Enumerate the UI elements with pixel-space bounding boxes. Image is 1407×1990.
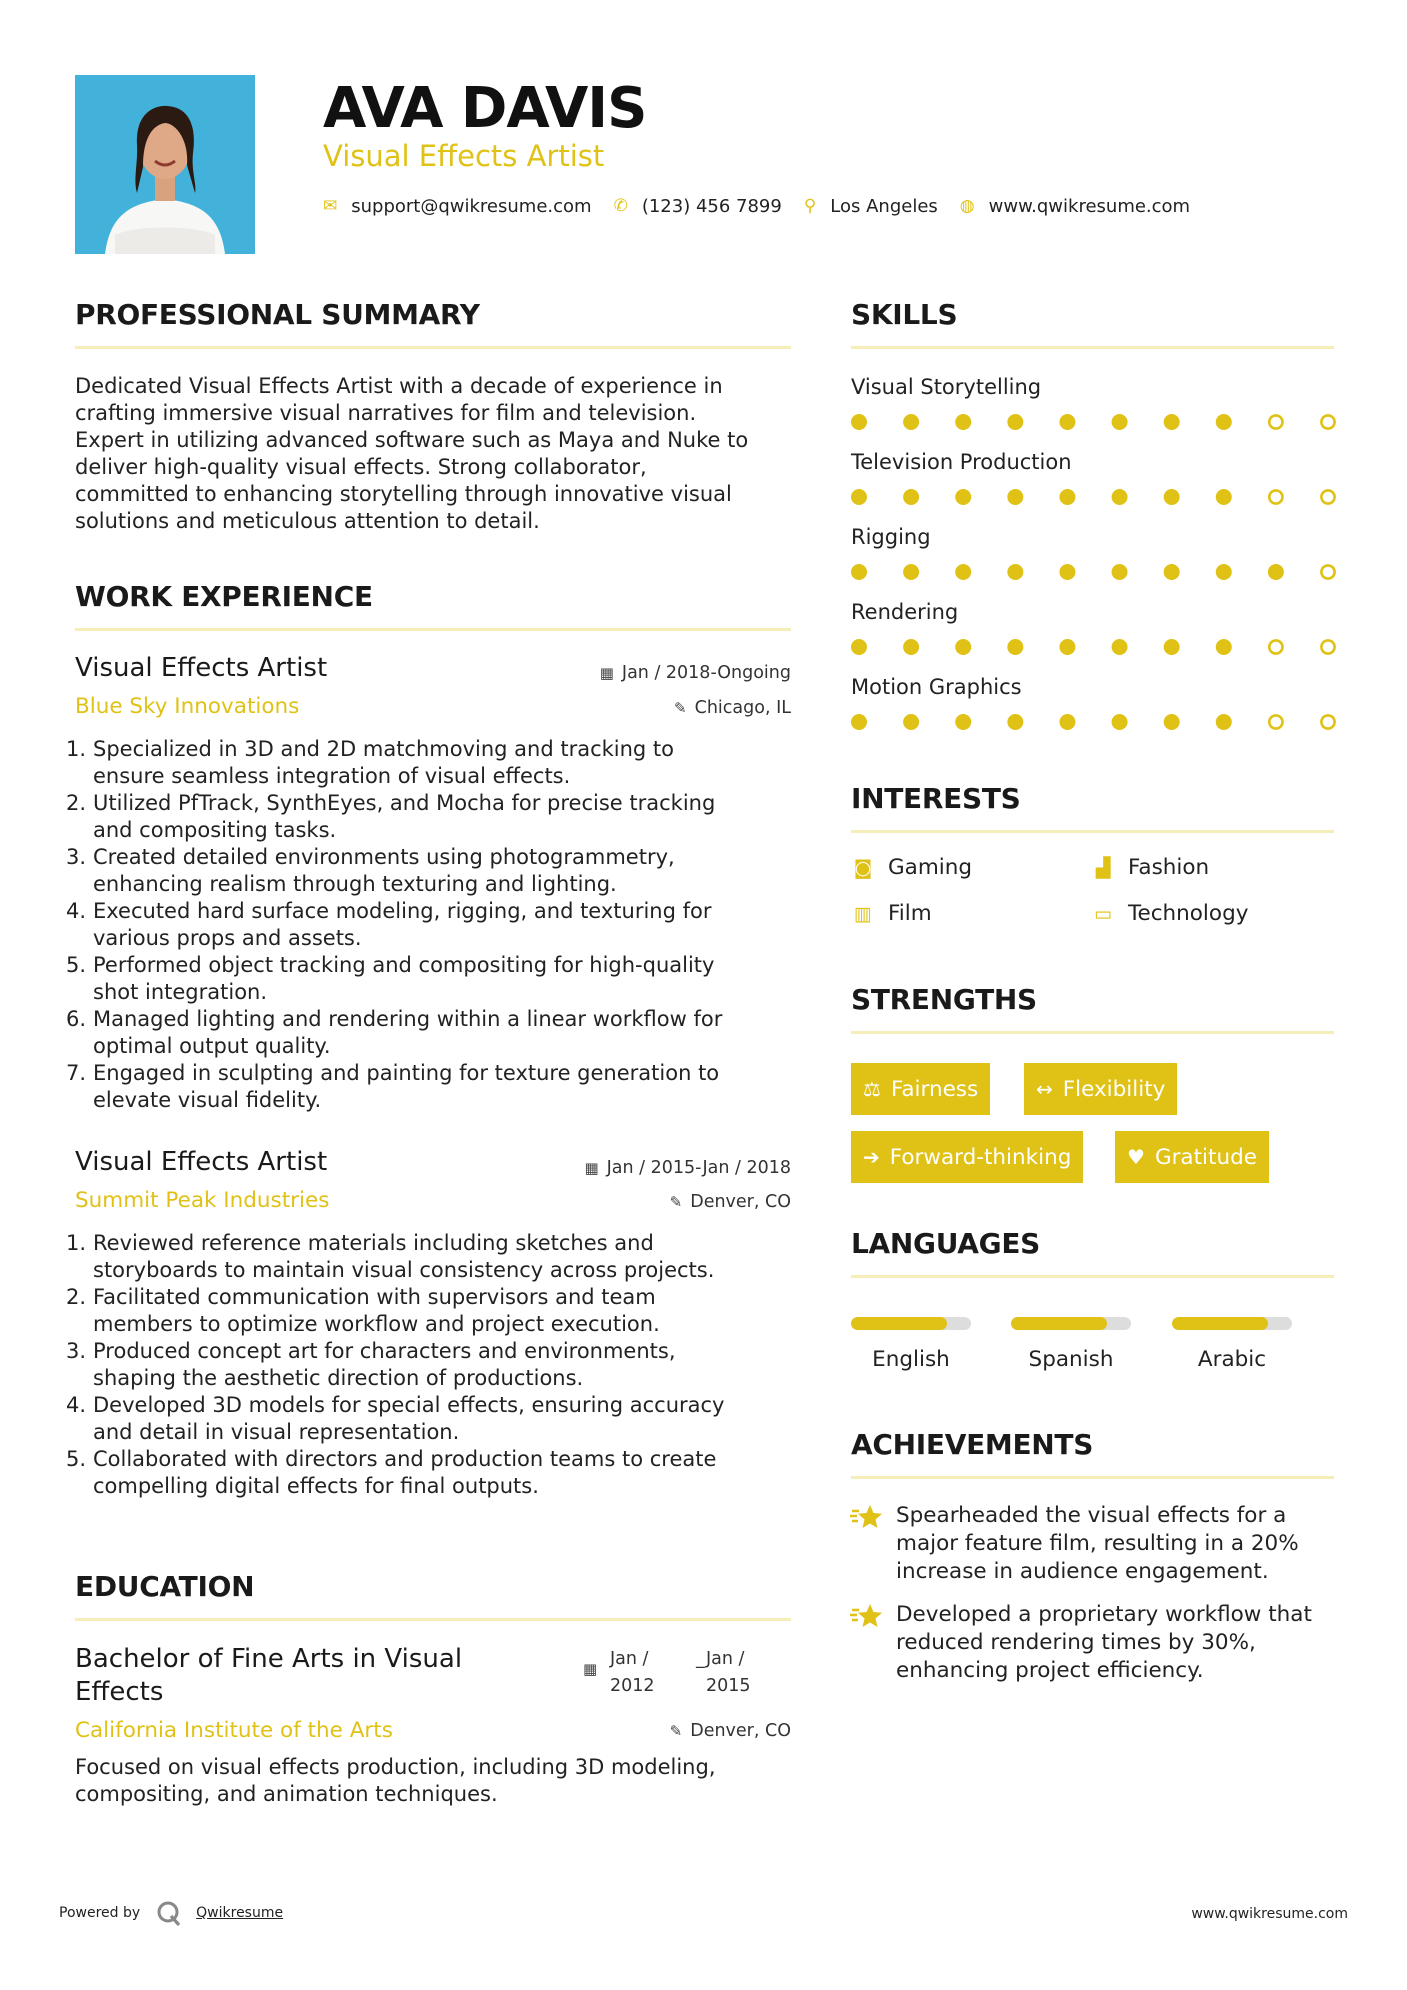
language-bar <box>1011 1317 1131 1330</box>
strengths-divider <box>851 1031 1334 1034</box>
skill-rating <box>849 711 1338 733</box>
skill-name: Rendering <box>851 600 959 624</box>
bullet-line: shot integration. <box>93 980 268 1004</box>
job-location <box>674 698 791 718</box>
skill-dot-empty <box>1321 415 1334 428</box>
edu-start-date <box>610 1646 655 1700</box>
interest-item <box>1091 855 1209 880</box>
languages-heading: LANGUAGES <box>851 1227 1041 1260</box>
strength-chip <box>851 1063 990 1115</box>
bullet-line: ensure seamless integration of visual effects. <box>93 764 571 788</box>
interests-divider <box>851 830 1334 833</box>
balance-scale-icon: ⚖ <box>863 1077 881 1101</box>
degree-title <box>75 1643 462 1709</box>
bullet-line: shaping the aesthetic direction of productions. <box>93 1366 584 1390</box>
skill-dot-filled <box>1164 714 1180 730</box>
skill-dot-filled <box>851 414 867 430</box>
list-item <box>75 790 795 844</box>
skill-dot-filled <box>903 639 919 655</box>
strength-chip <box>1024 1063 1177 1115</box>
skill-dot-filled <box>1164 564 1180 580</box>
skill-dot-filled <box>955 714 971 730</box>
skill-dot-filled <box>1007 414 1023 430</box>
bullet-line: compelling digital effects for final outputs. <box>93 1474 539 1498</box>
language-name: English <box>872 1347 950 1372</box>
contact-phone[interactable]: (123) 456 7899 <box>641 195 782 217</box>
summary-line: Expert in utilizing advanced software such as Maya and Nuke to <box>75 428 749 452</box>
achievement-line: major feature film, resulting in a 20% <box>896 1531 1299 1556</box>
bullet-line: Engaged in sculpting and painting for texture generation to <box>93 1061 720 1085</box>
skill-dot-filled <box>1216 564 1232 580</box>
school-name: California Institute of the Arts <box>75 1718 393 1743</box>
list-item <box>75 1060 795 1114</box>
job-dates-text: Jan / 2018-Ongoing <box>621 663 791 683</box>
skill-dot-empty <box>1269 640 1282 653</box>
bullet-line: Produced concept art for characters and environments, <box>93 1339 676 1363</box>
achievement-line: Developed a proprietary workflow that <box>896 1602 1312 1627</box>
bullet-line: and detail in visual representation. <box>93 1420 460 1444</box>
globe-icon: ◍ <box>959 196 975 216</box>
skill-dot-filled <box>851 714 867 730</box>
edu-date-separator: _ <box>696 1649 705 1669</box>
skill-dot-filled <box>955 414 971 430</box>
bullet-line: Performed object tracking and compositing for high-quality <box>93 953 715 977</box>
map-pin-icon: ⚲ <box>803 196 817 216</box>
job-bullets <box>75 1230 795 1500</box>
bullet-line: elevate visual fidelity. <box>93 1088 322 1112</box>
skill-dot-filled <box>955 489 971 505</box>
skill-dot-filled <box>955 639 971 655</box>
skill-dot-filled <box>1007 564 1023 580</box>
skill-dot-empty <box>1321 715 1334 728</box>
interest-item <box>851 901 932 926</box>
skill-dot-filled <box>955 564 971 580</box>
edu-start-month: Jan / <box>610 1649 649 1669</box>
achievements-divider <box>851 1476 1334 1479</box>
skill-dot-filled <box>903 714 919 730</box>
skill-dot-empty <box>1269 490 1282 503</box>
language-bar <box>851 1317 971 1330</box>
language-bar <box>1172 1317 1292 1330</box>
bullet-line: Created detailed environments using photogrammetry, <box>93 845 675 869</box>
skill-dot-filled <box>1164 489 1180 505</box>
candidate-role: Visual Effects Artist <box>323 139 605 173</box>
list-item <box>75 1006 795 1060</box>
footer-powered-by <box>59 1900 283 1926</box>
strength-chip <box>851 1131 1083 1183</box>
arrow-right-icon: ➔ <box>863 1145 880 1169</box>
job-title: Visual Effects Artist <box>75 653 328 683</box>
skill-dot-filled <box>1007 639 1023 655</box>
language-name: Spanish <box>1028 1347 1114 1372</box>
pushpin-icon: ✎ <box>669 1193 683 1211</box>
interest-label: Fashion <box>1128 855 1210 880</box>
bullet-line: Developed 3D models for special effects, ensuring accuracy <box>93 1393 725 1417</box>
job-location-text: Denver, CO <box>690 1192 791 1212</box>
skill-dot-filled <box>903 414 919 430</box>
envelope-icon: ✉ <box>323 196 338 216</box>
achievement-line: Spearheaded the visual effects for a <box>896 1503 1287 1528</box>
skill-dot-filled <box>1216 714 1232 730</box>
bullet-line: enhancing realism through texturing and lighting. <box>93 872 617 896</box>
skill-dot-filled <box>1059 639 1075 655</box>
interests-heading: INTERESTS <box>851 782 1021 815</box>
language-name: Arabic <box>1197 1347 1267 1372</box>
skill-dot-filled <box>903 489 919 505</box>
bullet-line: various props and assets. <box>93 926 362 950</box>
pushpin-icon: ✎ <box>669 1722 683 1740</box>
job-dates <box>584 1158 791 1178</box>
list-item <box>75 898 795 952</box>
degree-line: Bachelor of Fine Arts in Visual <box>75 1644 463 1674</box>
strengths-heading: STRENGTHS <box>851 983 1037 1016</box>
summary-text <box>75 373 791 535</box>
skill-dot-filled <box>903 564 919 580</box>
edu-start-year: 2012 <box>610 1676 655 1696</box>
job-company: Blue Sky Innovations <box>75 694 300 719</box>
list-item <box>75 844 795 898</box>
gamepad-icon: ◙ <box>853 856 873 879</box>
bullet-line: Utilized PfTrack, SynthEyes, and Mocha for precise tracking <box>93 791 716 815</box>
phone-icon: ✆ <box>613 196 628 216</box>
edu-line: compositing, and animation techniques. <box>75 1782 498 1806</box>
job-location <box>670 1192 791 1212</box>
pushpin-icon: ✎ <box>674 699 687 717</box>
skill-dot-filled <box>1007 489 1023 505</box>
bullet-line: Specialized in 3D and 2D matchmoving and tracking to <box>93 737 675 761</box>
skill-dot-filled <box>1112 414 1128 430</box>
edu-description <box>75 1754 791 1808</box>
interest-item <box>851 855 972 880</box>
skill-name: Television Production <box>851 450 1072 474</box>
summary-line: committed to enhancing storytelling through innovative visual <box>75 482 732 506</box>
achievement-line: reduced rendering times by 30%, <box>896 1630 1256 1655</box>
list-item <box>75 1230 795 1284</box>
bullet-line: and compositing tasks. <box>93 818 337 842</box>
strength-label: Flexibility <box>1062 1076 1166 1102</box>
bullet-line: Managed lighting and rendering within a linear workflow for <box>93 1007 723 1031</box>
skill-dot-filled <box>1164 639 1180 655</box>
skill-name: Rigging <box>851 525 931 549</box>
job-bullets <box>75 736 795 1114</box>
star-trophy-icon <box>850 1602 884 1632</box>
skill-dot-filled <box>1007 714 1023 730</box>
calendar-icon: ▦ <box>584 1159 599 1177</box>
powered-by-text: Powered by <box>59 1905 141 1921</box>
edu-location <box>670 1721 791 1741</box>
skill-name: Motion Graphics <box>851 675 1022 699</box>
skill-dot-filled <box>1216 639 1232 655</box>
bullet-line: Executed hard surface modeling, rigging, and texturing for <box>93 899 712 923</box>
skill-dot-filled <box>1112 564 1128 580</box>
calendar-icon: ▦ <box>583 1660 598 1678</box>
degree-line: Effects <box>75 1677 164 1707</box>
skills-divider <box>851 346 1334 349</box>
education-divider <box>75 1618 791 1621</box>
achievement-item <box>896 1502 1336 1586</box>
skill-rating <box>849 411 1338 433</box>
skill-rating <box>849 561 1338 583</box>
job-dates-text: Jan / 2015-Jan / 2018 <box>606 1158 791 1178</box>
interest-label: Film <box>888 901 932 926</box>
star-trophy-icon <box>850 1503 884 1533</box>
interest-label: Gaming <box>888 855 973 880</box>
skill-dot-filled <box>1112 639 1128 655</box>
summary-line: deliver high-quality visual effects. Strong collaborator, <box>75 455 647 479</box>
skill-dot-filled <box>1059 564 1075 580</box>
skill-dot-filled <box>1164 414 1180 430</box>
bullet-line: Collaborated with directors and production teams to create <box>93 1447 717 1471</box>
skills-heading: SKILLS <box>851 298 958 331</box>
heart-icon: ♥ <box>1127 1145 1145 1169</box>
language-bar-fill <box>1172 1317 1268 1330</box>
edu-end-year: 2015 <box>706 1676 751 1696</box>
list-item <box>75 952 795 1006</box>
education-heading: EDUCATION <box>75 1570 255 1603</box>
calendar-icon: ▦ <box>599 664 614 682</box>
strength-label: Fairness <box>890 1076 979 1102</box>
achievements-heading: ACHIEVEMENTS <box>851 1428 1094 1461</box>
job-dates <box>600 663 791 683</box>
edu-end-date <box>706 1646 751 1700</box>
job-location-text: Chicago, IL <box>694 698 791 718</box>
skill-dot-empty <box>1321 640 1334 653</box>
strength-chip <box>1115 1131 1269 1183</box>
shopping-bag-icon: ▟ <box>1095 856 1111 879</box>
contact-bar <box>323 192 1212 220</box>
skill-dot-filled <box>1059 714 1075 730</box>
bullet-line: Reviewed reference materials including sketches and <box>93 1231 654 1255</box>
edu-end-month: Jan / <box>706 1649 745 1669</box>
achievement-line: increase in audience engagement. <box>896 1559 1269 1584</box>
skill-dot-filled <box>1112 489 1128 505</box>
skill-dot-filled <box>851 489 867 505</box>
skill-dot-empty <box>1321 490 1334 503</box>
summary-divider <box>75 346 791 349</box>
achievement-item <box>896 1601 1336 1685</box>
skill-dot-empty <box>1269 415 1282 428</box>
skill-dot-empty <box>1321 565 1334 578</box>
footer-website[interactable]: www.qwikresume.com <box>1191 1906 1348 1922</box>
skill-dot-filled <box>1059 414 1075 430</box>
bullet-line: Facilitated communication with supervisors and team <box>93 1285 656 1309</box>
list-item <box>75 736 795 790</box>
skill-dot-filled <box>1216 414 1232 430</box>
languages-divider <box>851 1275 1334 1278</box>
qwikresume-link[interactable]: Qwikresume <box>196 1905 284 1921</box>
bullet-line: optimal output quality. <box>93 1034 331 1058</box>
summary-line: Dedicated Visual Effects Artist with a decade of experience in <box>75 374 723 398</box>
language-bar-fill <box>1011 1317 1107 1330</box>
summary-heading: PROFESSIONAL SUMMARY <box>75 298 480 331</box>
summary-line: crafting immersive visual narratives for film and television. <box>75 401 697 425</box>
skill-dot-filled <box>1216 489 1232 505</box>
bullet-line: members to optimize workflow and project execution. <box>93 1312 660 1336</box>
achievement-line: enhancing project efficiency. <box>896 1658 1204 1683</box>
skill-name: Visual Storytelling <box>851 375 1042 399</box>
list-item <box>75 1446 795 1500</box>
job-company: Summit Peak Industries <box>75 1188 330 1213</box>
laptop-icon: ▭ <box>1094 902 1112 925</box>
skill-dot-filled <box>851 564 867 580</box>
skill-dot-filled <box>1268 564 1284 580</box>
language-bar-fill <box>851 1317 947 1330</box>
edu-location-text: Denver, CO <box>690 1721 791 1741</box>
arrows-horizontal-icon: ↔ <box>1036 1077 1053 1101</box>
profile-photo <box>75 75 255 254</box>
candidate-name: AVA DAVIS <box>323 76 647 141</box>
summary-line: solutions and meticulous attention to detail. <box>75 509 540 533</box>
list-item <box>75 1338 795 1392</box>
interest-item <box>1091 901 1248 926</box>
experience-heading: WORK EXPERIENCE <box>75 580 373 613</box>
skill-dot-filled <box>851 639 867 655</box>
strength-label: Gratitude <box>1154 1144 1257 1170</box>
qwikresume-logo-icon <box>156 1900 182 1926</box>
skill-dot-filled <box>1059 489 1075 505</box>
film-icon: ▥ <box>854 902 872 925</box>
strength-label: Forward-thinking <box>889 1144 1072 1170</box>
skill-dot-empty <box>1269 715 1282 728</box>
job-title: Visual Effects Artist <box>75 1147 328 1177</box>
experience-divider <box>75 628 791 631</box>
interest-label: Technology <box>1128 901 1249 926</box>
skill-rating <box>849 636 1338 658</box>
skill-rating <box>849 486 1338 508</box>
contact-email[interactable]: support@qwikresume.com <box>351 195 592 217</box>
contact-location: Los Angeles <box>830 195 938 217</box>
list-item <box>75 1284 795 1338</box>
contact-website[interactable]: www.qwikresume.com <box>988 195 1191 217</box>
edu-line: Focused on visual effects production, including 3D modeling, <box>75 1755 716 1779</box>
bullet-line: storyboards to maintain visual consistency across projects. <box>93 1258 715 1282</box>
list-item <box>75 1392 795 1446</box>
skill-dot-filled <box>1112 714 1128 730</box>
